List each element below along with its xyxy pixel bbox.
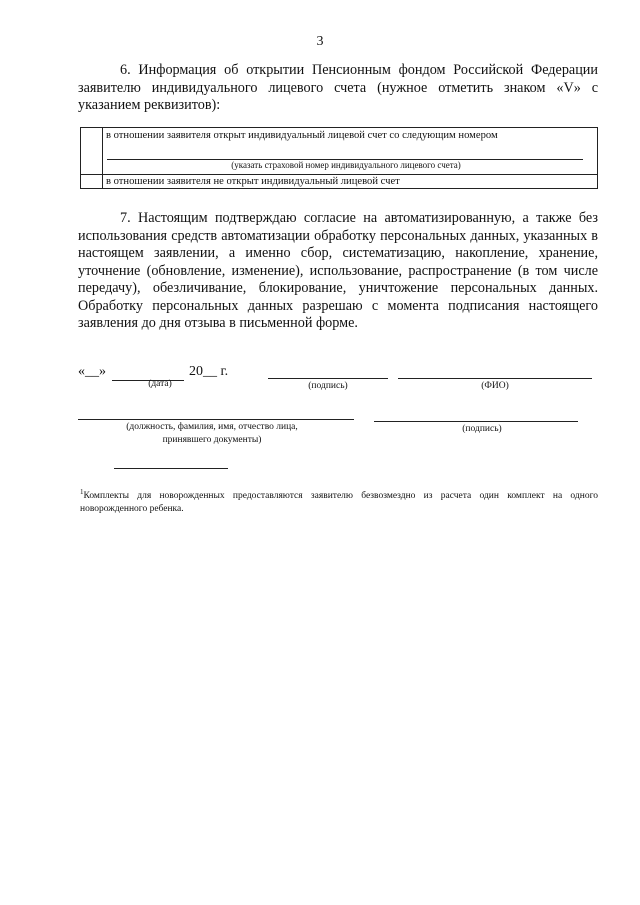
official-name-label-line1: (должность, фамилия, имя, отчество лица, [126,422,298,432]
applicant-signature-label: (подпись) [308,381,348,391]
applicant-fio-label: (ФИО) [481,381,509,391]
applicant-fio-line [398,378,592,379]
footnote [80,486,598,516]
official-signature-label: (подпись) [462,424,502,434]
footnote-marker: 1 [80,488,84,496]
official-name-label [92,421,332,447]
applicant-signature-line [268,378,388,379]
official-name-label-line2: принявшего документы) [162,435,262,445]
date-year: 20__ г. [189,364,229,379]
account-number-hint: (указать страховой номер индивидуального лицевого счета) [231,160,461,170]
account-table [80,127,598,189]
section-7-text: 7. Настоящим подтверждаю согласие на автоматизированную, а также без использования средств автоматизации обработку персональных данных, указанных в настоящем заявлении, а именно сбор, систематизацию, накопление, хранение, уточнение (обновление, изменение), использование, распространение (в том числе передачу), обезличивание, блокирование, уничтожение персональных данных. Обработку персональных данных разрешаю с момента подписания настоящего заявления до дня отзыва в письменной форме. [78,210,598,331]
table-checkbox-column-divider [102,128,103,188]
official-name-line [78,419,354,420]
table-row-account-opened: в отношении заявителя открыт индивидуальный лицевой счет со следующим номером [106,130,498,141]
date-day: «__» [78,364,106,379]
footnote-text: Комплекты для новорожденных предоставляются заявителю безвозмездно из расчета один комплект на одного новорожденного ребенка. [80,491,598,515]
official-signature-line [374,421,578,422]
page-number: 3 [316,34,324,49]
section-6 [78,62,598,115]
date-label: (дата) [148,379,172,389]
table-row-account-not-opened: в отношении заявителя не открыт индивидуальный лицевой счет [106,176,400,187]
footnote-separator [114,468,228,469]
section-7 [78,210,598,333]
section-6-text: 6. Информация об открытии Пенсионным фондом Российской Федерации заявителю индивидуального лицевого счета (нужное отметить знаком «V» с указанием реквизитов): [78,62,598,113]
table-row-divider [81,174,597,175]
